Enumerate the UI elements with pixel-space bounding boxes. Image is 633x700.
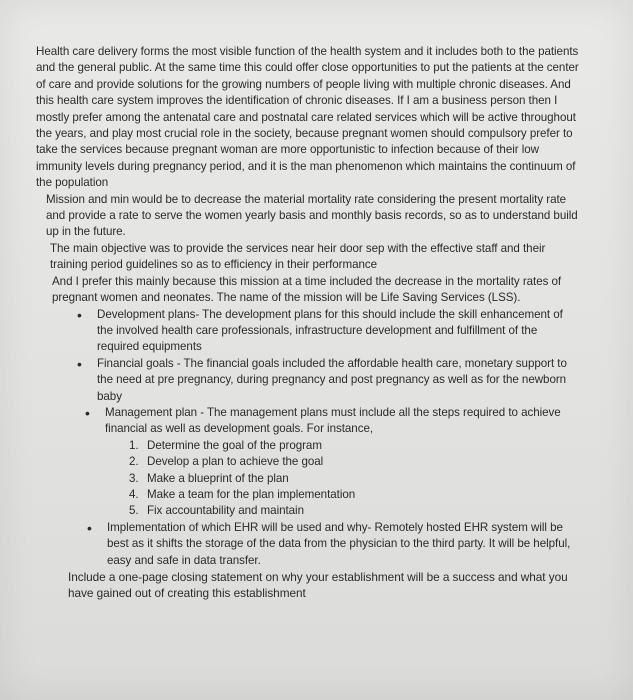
management-steps-list [105, 438, 581, 520]
bullet-development-plans [81, 307, 581, 356]
bullet-text: Implementation of which EHR will be used and why- Remotely hosted EHR system will be best as it shifts the storage of the data from the physician to the third party. It will be helpful, easy and safe in data transfer. [107, 520, 571, 567]
step-number: 3. [129, 471, 139, 485]
step-text: Determine the goal of the program [147, 438, 322, 452]
bullet-text: Development plans- The development plans for this should include the skill enhancement of the involved health care professionals, infrastructure development and fulfillment of the required equipments [97, 307, 563, 354]
bullet-ehr-implementation [91, 520, 581, 569]
step-text: Make a team for the plan implementation [147, 487, 356, 501]
paragraph-mission: Mission and min would be to decrease the material mortality rate considering the present mortality rate and provide a rate to serve the women yearly basis and monthly basis records, so as to understand build up in the future. [46, 192, 578, 239]
step-number: 4. [129, 487, 139, 501]
closing-prompt: Include a one-page closing statement on why your establishment will be a success and what you have gained out of creating this establishment [68, 570, 568, 601]
step-text: Fix accountability and maintain [147, 504, 304, 518]
step-item [129, 454, 581, 470]
step-number: 2. [129, 455, 139, 469]
bullet-text: Management plan - The management plans must include all the steps required to achieve financial as well as development goals. For instance, [105, 405, 561, 436]
bullet-management-plan [89, 405, 581, 520]
paragraph-intro: Health care delivery forms the most visible function of the health system and it includes both to the patients and the general public. At the same time this could offer close opportunities to put the patients at the center of care and provide solutions for the growing numbers of people living with multiple chronic diseases. And this health care system improves the identification of chronic diseases. If I am a business person then I mostly prefer among the antenatal care and postnatal care related services which will be active throughout the years, and play most crucial role in the society, because pregnant women should compulsory prefer to take the services because pregnant woman are more opportunistic to infection because of their low immunity levels during pregnancy period, and it is the man phenomenon which maintains the continuum of the population [36, 45, 579, 190]
plan-bullet-list [36, 307, 581, 570]
bullet-financial-goals [81, 356, 581, 405]
document-body [36, 44, 581, 602]
step-item [129, 503, 581, 519]
step-item [129, 487, 581, 503]
step-text: Develop a plan to achieve the goal [147, 455, 324, 469]
bullet-text: Financial goals - The financial goals included the affordable health care, monetary support to the need at pre pregnancy, during pregnancy and post pregnancy as well as for the newborn baby [97, 356, 567, 403]
step-text: Make a blueprint of the plan [147, 471, 289, 485]
step-item [129, 471, 581, 487]
paragraph-objective: The main objective was to provide the services near heir door sep with the effective staff and their training period guidelines so as to efficiency in their performance [50, 241, 546, 272]
step-item [129, 438, 581, 454]
step-number: 5. [129, 504, 139, 518]
step-number: 1. [129, 438, 139, 452]
paragraph-preference: And I prefer this mainly because this mission at a time included the decrease in the mortality rates of pregnant women and neonates. The name of the mission will be Life Saving Services (LSS). [52, 274, 562, 305]
